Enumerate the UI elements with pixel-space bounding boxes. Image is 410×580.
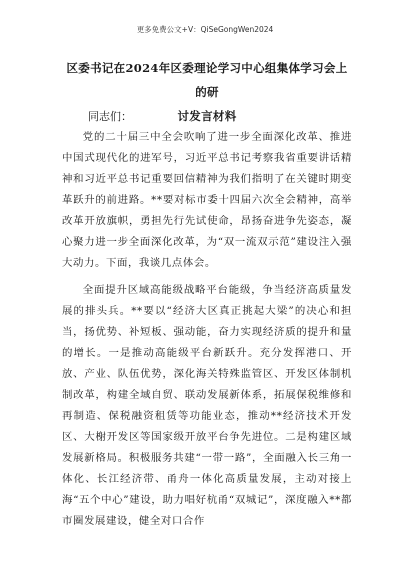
body-text [62, 127, 352, 538]
paragraph-1: 党的二十届三中全会吹响了进一步全面深化改革、推进中国式现代化的进军号，习近平总书记考察我省重要讲话精神和习近平总书记重要回信精神为我们指明了在关键时期变革跃升的前进路。**要对标市委十四届六次全会精神，高举改革开放旗帜，勇担先行先试使命，昂扬奋进争先姿态，凝心聚力进一步全面深化改革，为“双一流双示范”建设注入强大动力。下面，我谈几点体会。 [62, 131, 352, 269]
document-title-line-2: 讨发言材料 [177, 109, 237, 123]
paragraph-2: 全面提升区域高能级战略平台能级，争当经济高质量发展的排头兵。**要以“经济大区真正挑起大梁”的决心和担当，扬优势、补短板、强动能，奋力实现经济质的提升和量的增长。一是推动高能级平台新跃升。充分发挥港口、开放、产业、队伍优势，深化海关特殊监管区、开发区体制机制改革，构建全域自贸、联动发展新体系，拓展保税维修和再制造、保税融资租赁等功能业态，推动**经济技术开发区、大榭开发区等国家级开放平台争先进位。二是构建区域发展新格局。积极服务共建“一带一路”，全面融入长三角一体化、长江经济带、甬舟一体化高质量发展，主动对接上海“五个中心”建设，助力唱好杭甬“双城记”，深度融入**都市圈发展建设，健全对口合作 [62, 284, 352, 527]
document-title-line-1: 区委书记在2024年区委理论学习中心组集体学习会上的研 [66, 61, 348, 99]
header-note: 更多免费公文+V：QiSeGongWen2024 [136, 25, 274, 34]
salutation: 同志们： [88, 110, 132, 123]
